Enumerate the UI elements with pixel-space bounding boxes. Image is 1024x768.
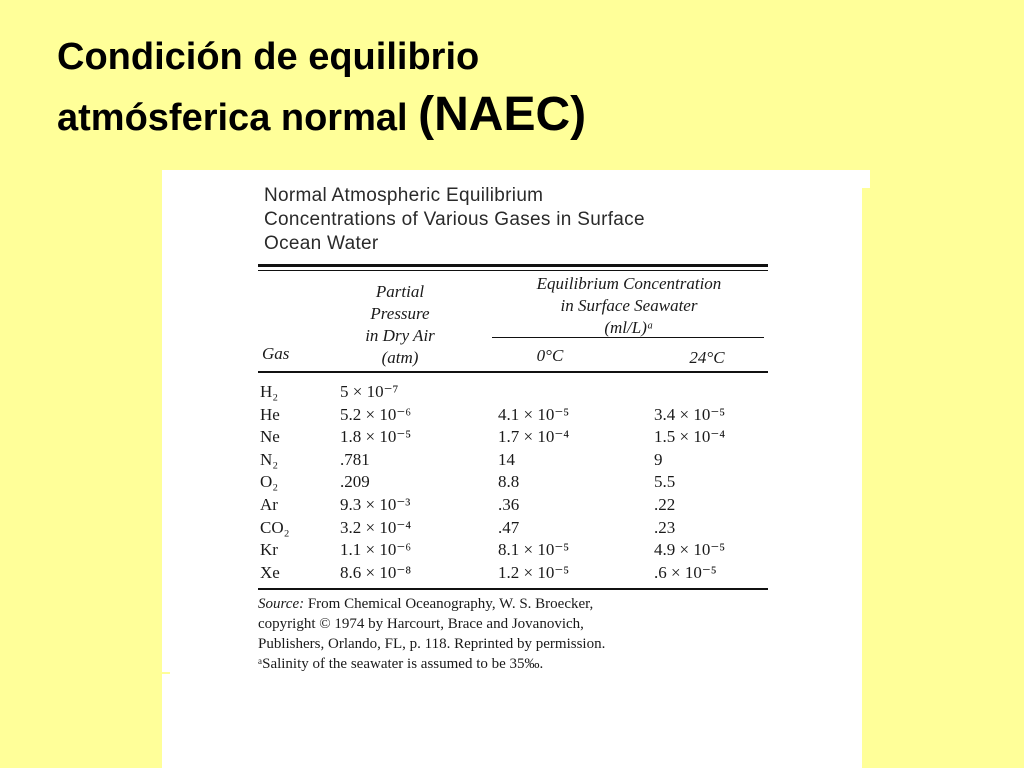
table-source-note: Source: From Chemical Oceanography, W. S. Broecker, copyright © 1974 by Harcourt, Brace and Jovanovich, Publishers, Orlando, FL, p. 118. Reprinted by permission. ᵃSalinity of the seawater is assumed to be 35‰. [258,596,606,673]
table-row: Ar 9.3 × 10⁻³ .36 .22 [260,494,676,514]
title-line-2: atmósferica normal [57,97,408,139]
table-caption: Normal Atmospheric Equilibrium Concentrations of Various Gases in Surface Ocean Water [264,185,645,254]
header-gas: Gas [262,344,290,363]
bottom-rule [258,588,768,590]
header-bottom-rule [258,371,768,373]
header-0c: 0°C [536,346,564,365]
top-rule [258,264,768,267]
scan-edge [862,188,870,768]
gas-concentration-table [258,184,768,674]
title-acronym: (NAEC) [418,88,587,141]
header-24c: 24°C [689,348,725,367]
table-row: CO₂ 3.2 × 10⁻⁴ .47 .23 [260,517,676,537]
slide-title [57,28,586,147]
table-row: He 5.2 × 10⁻⁶ 4.1 × 10⁻⁵ 3.4 × 10⁻⁵ [260,404,726,424]
table-body [258,381,768,584]
title-line-1: Condición de equilibrio [57,36,480,78]
table-row: Kr 1.1 × 10⁻⁶ 8.1 × 10⁻⁵ 4.9 × 10⁻⁵ [260,540,726,560]
table-header [258,271,768,371]
header-equilibrium-concentration: Equilibrium Concentration in Surface Seawater (ml/L)ᵃ [536,274,722,337]
scan-edge-bottom [162,672,170,674]
table-row: N₂ .781 14 9 [260,449,663,469]
header-sub-rule [492,337,764,338]
table-row: O₂ .209 8.8 5.5 [260,472,676,492]
table-row: H₂ 5 × 10⁻⁷ [260,382,399,401]
table-row: Ne 1.8 × 10⁻⁵ 1.7 × 10⁻⁴ 1.5 × 10⁻⁴ [260,427,726,447]
header-partial-pressure: Partial Pressure in Dry Air (atm) [365,282,435,367]
table-row: Xe 8.6 × 10⁻⁸ 1.2 × 10⁻⁵ .6 × 10⁻⁵ [260,562,717,582]
